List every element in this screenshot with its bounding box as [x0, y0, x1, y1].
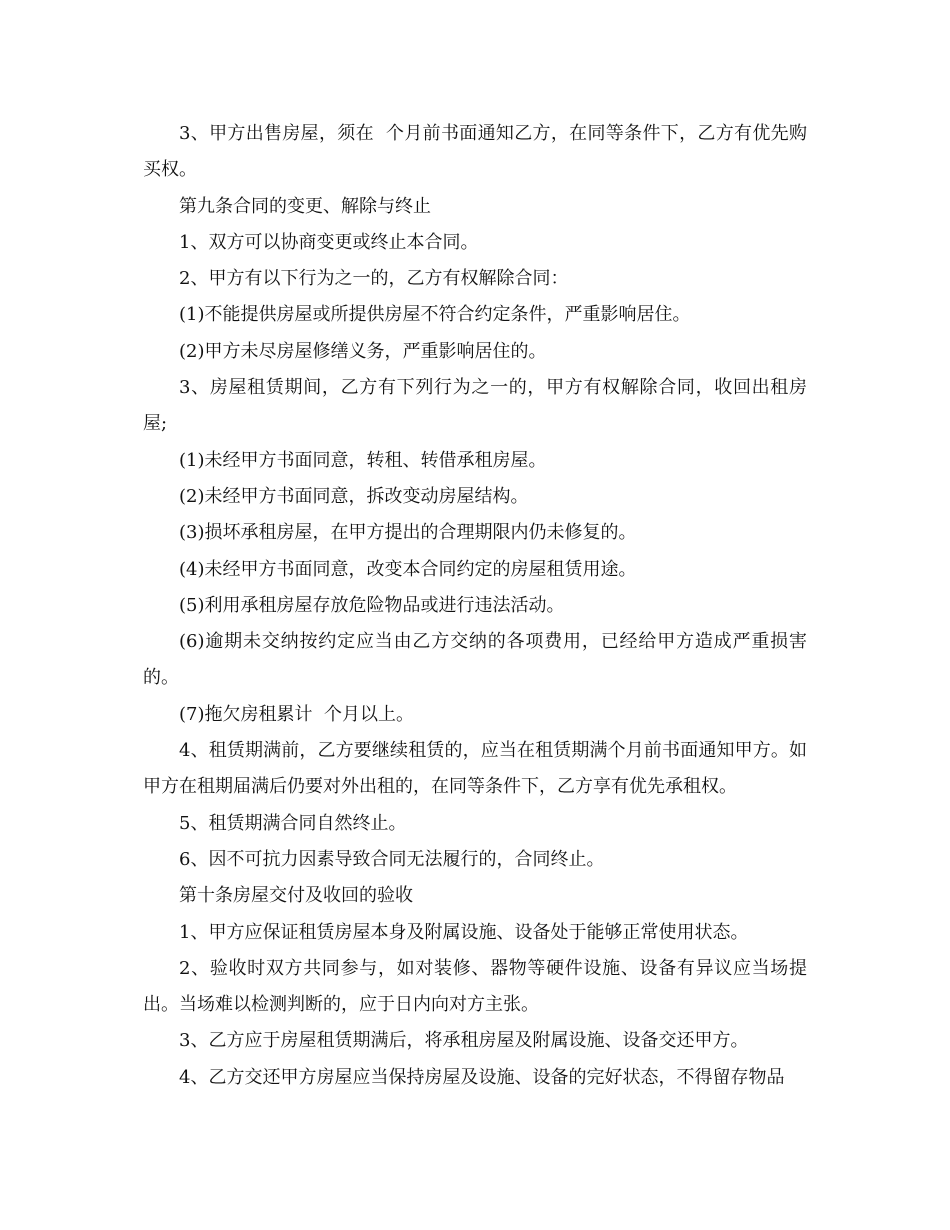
paragraph-clause-9-4: 4、租赁期满前，乙方要继续租赁的，应当在租赁期满个月前书面通知甲方。如甲方在租期届满后仍要对外出租的，在同等条件下，乙方享有优先承租权。	[143, 740, 807, 798]
paragraph-clause-9-3-item-1: (1)未经甲方书面同意，转租、转借承租房屋。	[179, 449, 547, 471]
paragraph-clause-9-3-item-2: (2)未经甲方书面同意，拆改变动房屋结构。	[179, 485, 529, 507]
paragraph-clause-9-5: 5、租赁期满合同自然终止。	[179, 812, 407, 834]
document-body	[143, 116, 807, 1096]
paragraph-clause-9-3-item-7: (7)拖欠房租累计 个月以上。	[179, 703, 414, 725]
paragraph-clause-10-2: 2、验收时双方共同参与，如对装修、器物等硬件设施、设备有异议应当场提出。当场难以检测判断的，应于日内向对方主张。	[143, 957, 807, 1016]
paragraph-clause-8-3: 3、甲方出售房屋，须在 个月前书面通知乙方，在同等条件下，乙方有优先购买权。	[143, 123, 807, 181]
paragraph-clause-9-3-item-4: (4)未经甲方书面同意，改变本合同约定的房屋租赁用途。	[179, 558, 637, 580]
heading-article-10: 第十条房屋交付及收回的验收	[179, 885, 413, 907]
paragraph-clause-9-1: 1、双方可以协商变更或终止本合同。	[179, 231, 479, 253]
paragraph-clause-10-1: 1、甲方应保证租赁房屋本身及附属设施、设备处于能够正常使用状态。	[179, 921, 749, 943]
paragraph-clause-10-3: 3、乙方应于房屋租赁期满后，将承租房屋及附属设施、设备交还甲方。	[179, 1030, 749, 1052]
paragraph-clause-9-3-item-6: (6)逾期未交纳按约定应当由乙方交纳的各项费用，已经给甲方造成严重损害的。	[143, 631, 807, 689]
paragraph-clause-10-4: 4、乙方交还甲方房屋应当保持房屋及设施、设备的完好状态，不得留存物品	[179, 1066, 785, 1088]
paragraph-clause-9-3-item-5: (5)利用承租房屋存放危险物品或进行违法活动。	[179, 594, 565, 616]
paragraph-clause-9-2: 2、甲方有以下行为之一的，乙方有权解除合同：	[179, 268, 569, 290]
paragraph-clause-9-6: 6、因不可抗力因素导致合同无法履行的，合同终止。	[179, 848, 605, 870]
paragraph-clause-9-2-item-2: (2)甲方未尽房屋修缮义务，严重影响居住的。	[179, 340, 547, 362]
paragraph-clause-9-3: 3、房屋租赁期间，乙方有下列行为之一的，甲方有权解除合同，收回出租房屋;	[143, 377, 807, 435]
paragraph-clause-9-3-item-3: (3)损坏承租房屋，在甲方提出的合理期限内仍未修复的。	[179, 522, 637, 544]
heading-article-9: 第九条合同的变更、解除与终止	[179, 195, 431, 217]
paragraph-clause-9-2-item-1: (1)不能提供房屋或所提供房屋不符合约定条件，严重影响居住。	[179, 304, 691, 326]
